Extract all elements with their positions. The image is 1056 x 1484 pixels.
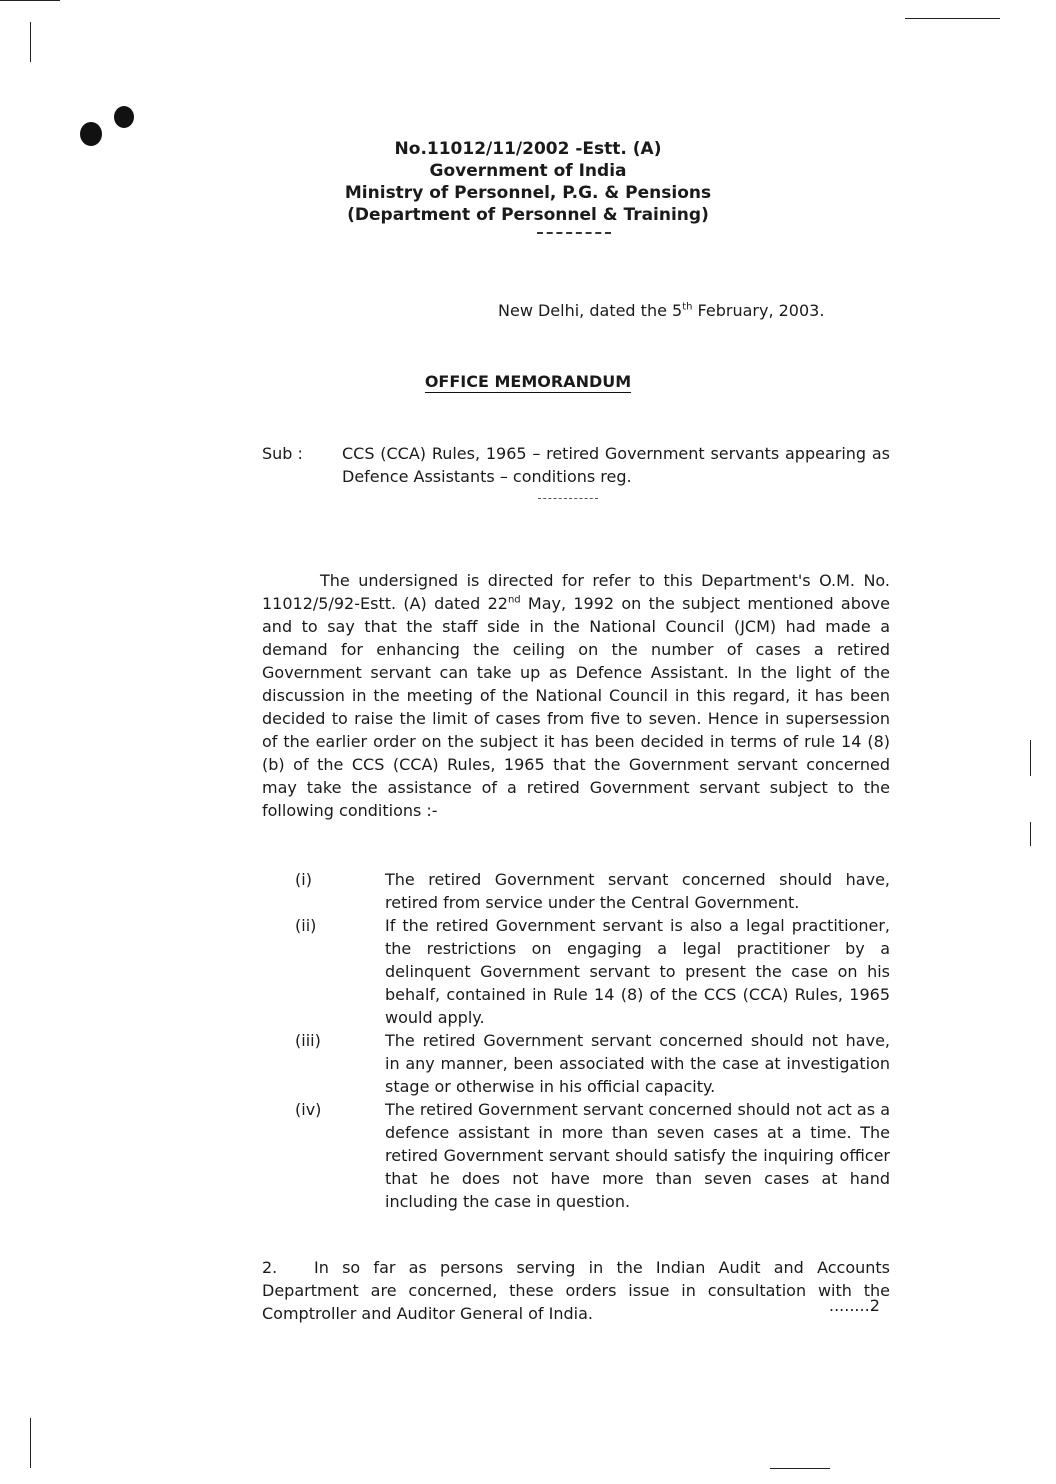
subject-label: Sub : bbox=[262, 444, 303, 463]
date-line bbox=[498, 301, 824, 320]
page-continuation: ........2 bbox=[829, 1296, 880, 1315]
scan-edge-right-2 bbox=[1030, 822, 1031, 846]
paragraph-1 bbox=[262, 569, 890, 822]
condition-item bbox=[295, 868, 890, 914]
subject-block bbox=[262, 442, 890, 488]
condition-item bbox=[295, 914, 890, 1029]
paragraph-1-part-2: May, 1992 on the subject mentioned above and to say that the staff side in the National Council (JCM) had made a demand for enhancing the ceiling on the number of cases a retired Government servant can take up as Defence Assistant. In the light of the discussion in the meeting of the National Council in this regard, it has been decided to raise the limit of cases from five to seven. Hence in supersession of the earlier order on the subject it has been decided in terms of rule 14 (8) (b) of the CCS (CCA) Rules, 1965 that the Government servant concerned may take the assistance of a retired Government servant subject to the following conditions :- bbox=[262, 594, 890, 820]
heading-separator bbox=[537, 232, 611, 234]
paragraph-2-text: In so far as persons serving in the Indian Audit and Accounts Department are concerned, these orders issue in consultation with the Comptroller and Auditor General of India. bbox=[262, 1258, 890, 1323]
paragraph-1-date-suffix: nd bbox=[507, 594, 521, 606]
condition-text: The retired Government servant concerned should not have, in any manner, been associated with the case at investigation stage or otherwise in his official capacity. bbox=[385, 1031, 890, 1096]
reference-number: No.11012/11/2002 -Estt. (A) bbox=[394, 139, 662, 159]
date-day-suffix: th bbox=[682, 301, 693, 313]
paragraph-2 bbox=[262, 1256, 890, 1325]
conditions-list bbox=[295, 868, 890, 1213]
subject-separator bbox=[538, 498, 598, 499]
memo-title-text: OFFICE MEMORANDUM bbox=[424, 372, 632, 391]
scan-edge-top-right bbox=[905, 18, 1000, 19]
condition-text: The retired Government servant concerned should not act as a defence assistant in more than seven cases at a time. The retired Government servant should satisfy the inquiring officer that he does not have more than seven cases at hand including the case in question. bbox=[385, 1100, 890, 1211]
punch-hole-mark-2 bbox=[114, 106, 134, 128]
scan-edge-right-1 bbox=[1030, 740, 1031, 776]
condition-text: If the retired Government servant is also a legal practitioner, the restrictions on engaging a legal practitioner by a delinquent Government servant to present the case on his behalf, contained in Rule 14 (8) of the CCS (CCA) Rules, 1965 would apply. bbox=[385, 916, 890, 1027]
scan-edge-left-bottom bbox=[30, 1418, 31, 1468]
scan-edge-left bbox=[30, 22, 31, 62]
condition-number: (ii) bbox=[295, 916, 317, 935]
government-name: Government of India bbox=[429, 161, 627, 181]
paragraph-2-number: 2. bbox=[262, 1258, 278, 1277]
date-prefix: New Delhi, dated the 5 bbox=[498, 301, 683, 320]
subject-text: CCS (CCA) Rules, 1965 – retired Government servants appearing as Defence Assistants – conditions reg. bbox=[342, 444, 890, 486]
condition-item bbox=[295, 1098, 890, 1213]
paragraph-1-part-1: The undersigned is directed for refer to this Department's O.M. No. 11012/5/92-Estt. (A) dated 22 bbox=[262, 571, 890, 613]
ministry-name: Ministry of Personnel, P.G. & Pensions bbox=[344, 183, 712, 203]
condition-number: (iv) bbox=[295, 1100, 322, 1119]
department-name: (Department of Personnel & Training) bbox=[347, 205, 709, 225]
condition-item bbox=[295, 1029, 890, 1098]
date-rest: February, 2003. bbox=[692, 301, 825, 320]
condition-number: (i) bbox=[295, 870, 312, 889]
condition-number: (iii) bbox=[295, 1031, 321, 1050]
letterhead bbox=[0, 138, 1056, 226]
scan-edge-bottom bbox=[770, 1468, 830, 1469]
scan-edge-top-left bbox=[0, 0, 60, 1]
memo-title bbox=[0, 372, 1056, 391]
condition-text: The retired Government servant concerned should have, retired from service under the Central Government. bbox=[385, 870, 890, 912]
